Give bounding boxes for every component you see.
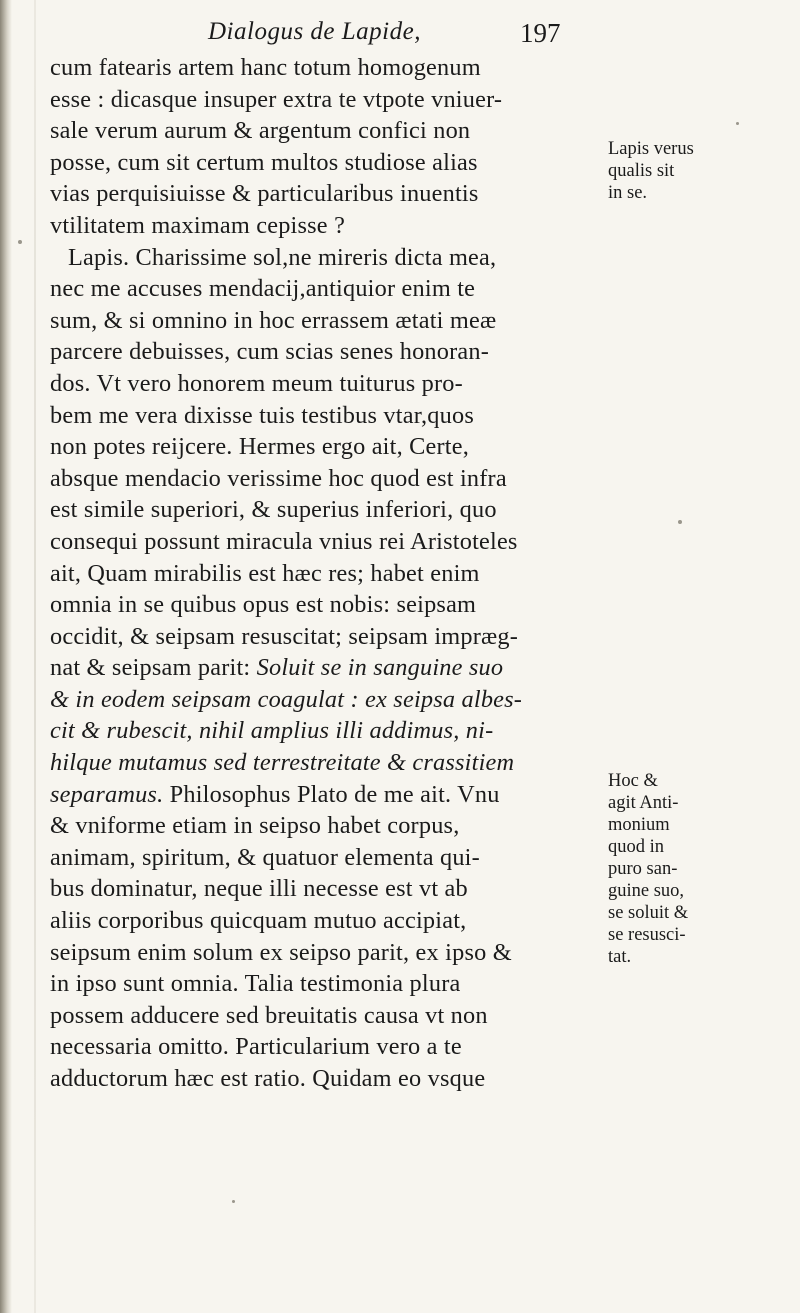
text-line: parcere debuisses, cum scias senes honoran- [50, 338, 490, 366]
text-line: Lapis. Charissime sol,ne mireris dicta mea, [68, 243, 497, 271]
paper-speck [736, 122, 739, 125]
margin-note-line: Lapis verus [608, 139, 694, 159]
text-segment: Philosophus Plato de me ait. Vnu [169, 780, 500, 808]
text-line-italic: & in eodem seipsam coagulat : ex seipsa albes- [50, 685, 523, 713]
text-line: nec me accuses mendacij,antiquior enim te [50, 275, 476, 303]
text-line: aliis corporibus quicquam mutuo accipiat, [50, 907, 467, 935]
text-line-mixed [50, 652, 560, 684]
running-head-title: Dialogus de Lapide, [208, 18, 421, 45]
text-segment: nat & seipsam parit: [50, 654, 251, 682]
text-line-italic: hilque mutamus sed terrestreitate & crassitiem [50, 749, 515, 777]
margin-note-line: guine suo, [608, 881, 685, 901]
text-line: vtilitatem maximam cepisse ? [50, 211, 346, 239]
margin-note-line: monium [608, 815, 670, 835]
margin-note-line: puro san- [608, 859, 678, 879]
text-line: seipsum enim solum ex seipso parit, ex ipso & [50, 938, 512, 966]
text-line: omnia in se quibus opus est nobis: seipsam [50, 591, 477, 619]
margin-note-line: in se. [608, 183, 648, 203]
text-line: adductorum hæc est ratio. Quidam eo vsque [50, 1065, 486, 1092]
text-line: dos. Vt vero honorem meum tuiturus pro- [50, 369, 463, 397]
text-line: & vniforme etiam in seipso habet corpus, [50, 812, 460, 840]
margin-note-line: se resusci- [608, 925, 686, 945]
text-line: non potes reijcere. Hermes ergo ait, Certe, [50, 433, 470, 461]
text-line-mixed [50, 779, 560, 811]
text-line: bus dominatur, neque illi necesse est vt ab [50, 875, 468, 903]
margin-note-line: se soluit & [608, 903, 689, 923]
text-line: consequi possunt miracula vnius rei Aristoteles [50, 527, 518, 555]
text-line: animam, spiritum, & quatuor elementa qui- [50, 843, 480, 871]
text-line: bem me vera dixisse tuis testibus vtar,quos [50, 401, 474, 429]
text-line: necessaria omitto. Particularium vero a te [50, 1033, 462, 1061]
margin-note-line: tat. [608, 947, 632, 967]
text-line: esse : dicasque insuper extra te vtpote vniuer- [50, 85, 503, 113]
italic-quote: Soluit se in sanguine suo [256, 654, 504, 682]
margin-note-line: agit Anti- [608, 793, 679, 813]
text-line: sale verum aurum & argentum confici non [50, 117, 471, 145]
paper-speck [18, 240, 22, 244]
margin-note [608, 138, 798, 204]
running-head [0, 16, 800, 56]
text-line: sum, & si omnino in hoc errassem ætati meæ [50, 306, 497, 334]
margin-note-line: qualis sit [608, 161, 675, 181]
text-line: occidit, & seipsam resuscitat; seipsam impræg- [50, 622, 519, 650]
paper-speck [678, 520, 682, 524]
paper-speck [232, 1200, 235, 1203]
text-line: ait, Quam mirabilis est hæc res; habet enim [50, 559, 480, 587]
margin-note-line: quod in [608, 837, 665, 857]
binding-shadow [34, 0, 36, 1313]
text-line: absque mendacio verissime hoc quod est infra [50, 464, 507, 492]
italic-quote: separamus. [50, 780, 164, 808]
margin-note [608, 770, 798, 968]
page-gutter-edge [0, 0, 12, 1313]
text-line: possem adducere sed breuitatis causa vt non [50, 1001, 488, 1029]
text-line-italic: cit & rubescit, nihil amplius illi addimus, ni- [50, 717, 494, 745]
text-line: cum fatearis artem hanc totum homogenum [50, 54, 481, 81]
text-line: est simile superiori, & superius inferiori, quo [50, 496, 497, 524]
page-number: 197 [520, 18, 561, 48]
margin-note-line: Hoc & [608, 771, 658, 791]
main-text-block [50, 52, 560, 1095]
text-line: in ipso sunt omnia. Talia testimonia plura [50, 970, 461, 998]
text-line: vias perquisiuisse & particularibus inuentis [50, 180, 479, 208]
text-line: posse, cum sit certum multos studiose alias [50, 148, 478, 176]
